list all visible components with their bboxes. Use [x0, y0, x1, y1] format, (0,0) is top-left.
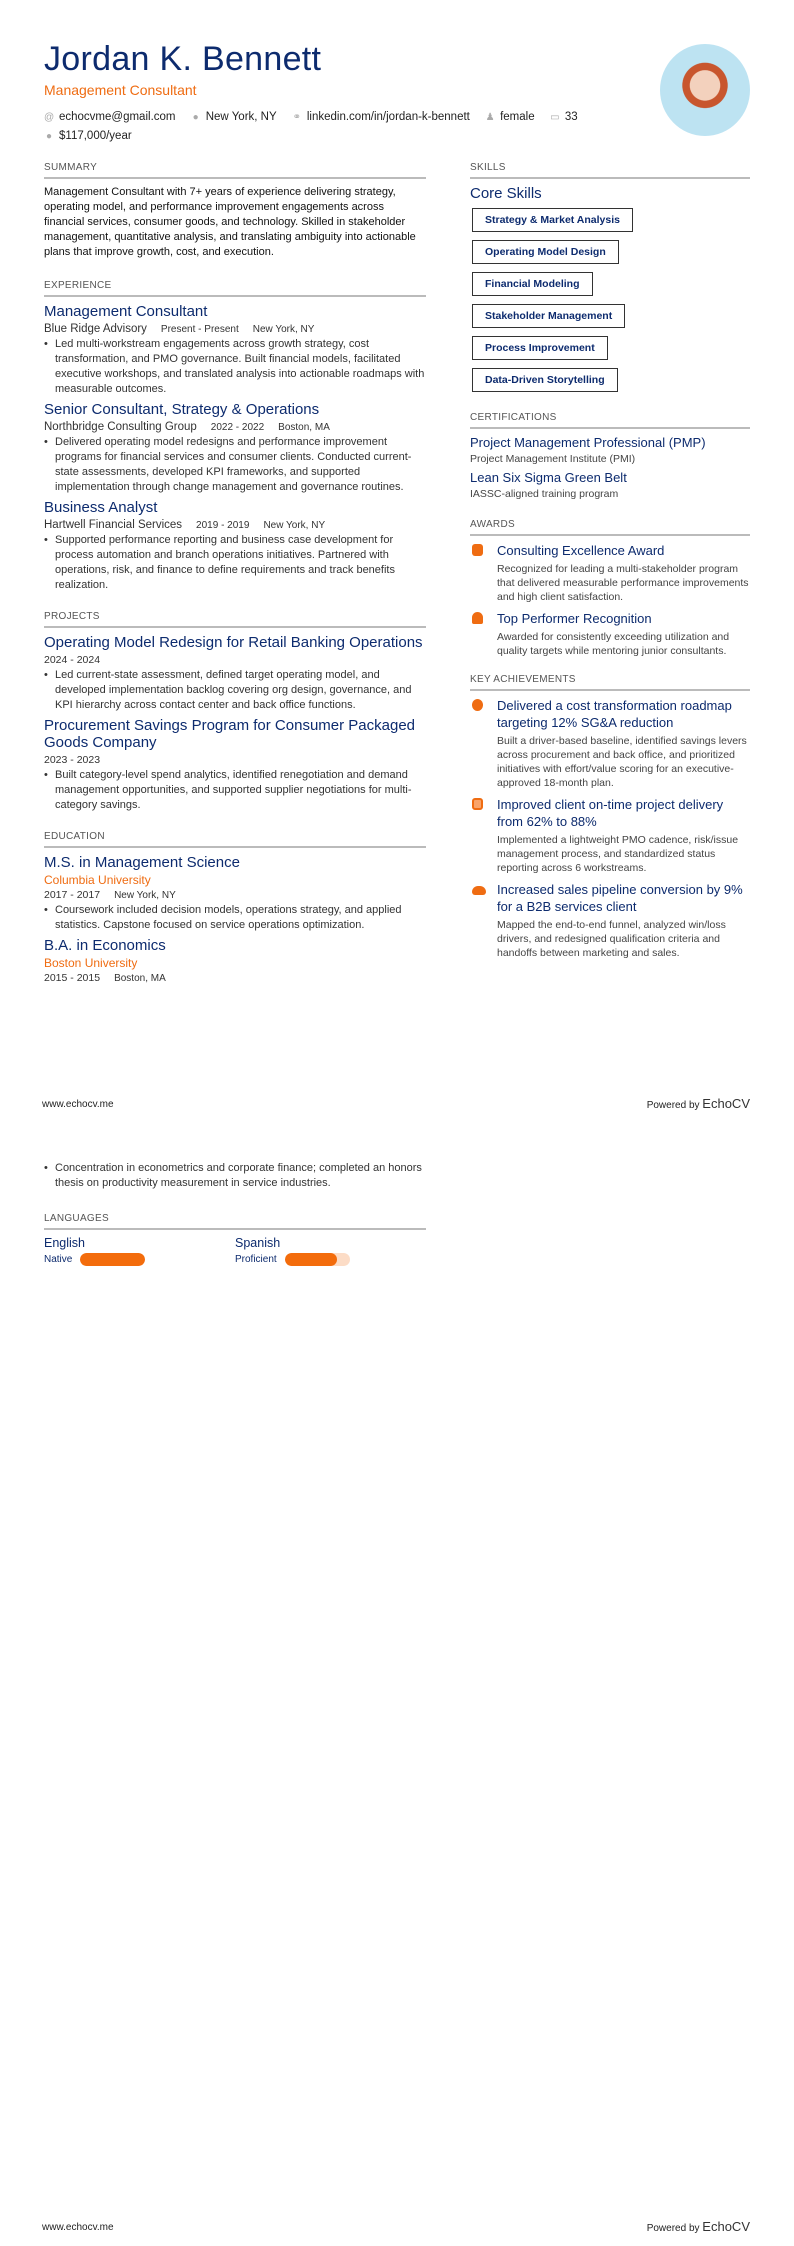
certification-issuer: IASSC-aligned training program — [470, 488, 619, 500]
education-bullet: • Coursework included decision models, operations strategy, and applied statistics. Capstone focused on service operations optimization. — [44, 903, 426, 933]
achievement-item — [470, 881, 750, 960]
section-heading-experience: EXPERIENCE — [44, 280, 426, 297]
award-item — [470, 610, 750, 658]
proficiency-fill — [80, 1253, 145, 1266]
contact-linkedin[interactable]: ⚭ linkedin.com/in/jordan-k-bennett — [292, 108, 470, 127]
proficiency-fill — [285, 1253, 337, 1266]
language-item — [235, 1236, 426, 1266]
resume-page-2 — [0, 1123, 794, 2246]
award-desc: Awarded for consistently exceeding utilization and quality targets while mentoring junior consultants. — [497, 631, 730, 657]
experience-item — [44, 303, 426, 397]
dates: 2015 - 2015 — [44, 972, 101, 984]
cloud-icon — [472, 886, 486, 895]
proficiency-bar — [80, 1253, 145, 1266]
contact-salary: ● $117,000/year — [44, 127, 132, 146]
certification-name: Lean Six Sigma Green Belt — [470, 470, 627, 485]
proficiency-bar — [285, 1253, 350, 1266]
project-item — [44, 717, 426, 813]
language-list — [44, 1236, 426, 1266]
footer-site-link[interactable]: www.echocv.me — [42, 2222, 114, 2233]
dates: 2022 - 2022 — [210, 422, 265, 433]
education-item — [44, 854, 426, 933]
skills-subheading: Core Skills — [470, 185, 542, 202]
contact-age: ▭ 33 — [550, 108, 578, 127]
right-column — [470, 162, 750, 960]
project-item — [44, 634, 426, 713]
at-icon: @ — [44, 112, 55, 123]
award-desc: Recognized for leading a multi-stakeholder program that delivered measurable performance improvements and high client satisfaction. — [497, 563, 749, 603]
language-item — [44, 1236, 235, 1266]
skill-tag: Financial Modeling — [472, 272, 593, 296]
brand-logo: EchoCV — [702, 1096, 750, 1111]
contact-gender: ♟ female — [485, 108, 535, 127]
job-bullet: • Delivered operating model redesigns and performance improvement programs for financial services and consumer clients. Conducted current-state assessments, developed KPI frameworks, and supported implementation through change management and governance routines. — [44, 435, 426, 495]
location: Boston, MA — [114, 973, 166, 984]
location: Boston, MA — [278, 422, 330, 433]
dates: 2017 - 2017 — [44, 889, 101, 901]
footer-powered-by: Powered by EchoCV — [646, 2219, 750, 2234]
project-bullet: • Built category-level spend analytics, identified renegotiation and demand management opportunities, and supported supplier negotiations for multi-category savings. — [44, 768, 426, 813]
candidate-name: Jordan K. Bennett — [44, 40, 322, 78]
achievement-title: Delivered a cost transformation roadmap targeting 12% SG&A reduction — [497, 698, 732, 730]
contact-email[interactable]: @ echocvme@gmail.com — [44, 108, 176, 127]
bell-icon — [472, 612, 483, 624]
award-title: Consulting Excellence Award — [497, 543, 665, 558]
left-column — [44, 162, 426, 986]
education-item — [44, 937, 426, 984]
dates: Present - Present — [160, 324, 239, 335]
award-item — [470, 542, 750, 604]
achievement-title: Increased sales pipeline conversion by 9% for a B2B services client — [497, 882, 743, 914]
dates: 2023 - 2023 — [44, 754, 101, 766]
achievement-item — [470, 697, 750, 790]
job-bullet: • Supported performance reporting and business case development for process automation and branch operations initiatives. Partnered with operations, risk, and finance to define requirements and track benefits realization. — [44, 533, 426, 593]
footer-site-link[interactable]: www.echocv.me — [42, 1099, 114, 1110]
contact-location: ● New York, NY — [191, 108, 277, 127]
section-heading-languages: LANGUAGES — [44, 1213, 426, 1230]
experience-item — [44, 499, 426, 593]
location: New York, NY — [263, 520, 326, 531]
location-pin-icon: ● — [192, 112, 199, 123]
footer-powered-by: Powered by EchoCV — [646, 1096, 750, 1111]
chat-bubble-icon — [472, 699, 483, 711]
skill-tag: Strategy & Market Analysis — [472, 208, 633, 232]
location: New York, NY — [114, 890, 176, 901]
job-title: Senior Consultant, Strategy & Operations — [44, 401, 320, 418]
project-title: Procurement Savings Program for Consumer Packaged Goods Company — [44, 717, 416, 751]
section-heading-education: EDUCATION — [44, 831, 426, 848]
link-icon: ⚭ — [292, 112, 302, 123]
skill-tag: Data-Driven Storytelling — [472, 368, 618, 392]
avatar — [660, 44, 750, 136]
chip-icon — [472, 798, 483, 810]
candidate-title: Management Consultant — [44, 82, 197, 98]
person-icon: ♟ — [485, 112, 495, 123]
language-name: English — [44, 1236, 85, 1250]
skill-tag: Process Improvement — [472, 336, 608, 360]
achievement-title: Improved client on-time project delivery from 62% to 88% — [497, 797, 724, 829]
company: Northbridge Consulting Group — [44, 421, 197, 433]
achievement-item — [470, 796, 750, 875]
education-bullet: • Concentration in econometrics and corporate finance; completed an honors thesis on productivity measurement in service industries. — [44, 1161, 426, 1191]
experience-item — [44, 401, 426, 495]
job-title: Management Consultant — [44, 303, 208, 320]
achievement-desc: Built a driver-based baseline, identified savings levers across procurement and back office, and prioritized initiatives with effort/value scoring for an executive-approved 18-month plan. — [497, 735, 747, 789]
dates: 2019 - 2019 — [196, 520, 250, 531]
skill-tag: Stakeholder Management — [472, 304, 625, 328]
skill-list — [470, 208, 750, 400]
job-bullet: • Led multi-workstream engagements across growth strategy, cost transformation, and PMO governance. Built financial models, facilitated executive workshops, and translated analysis into actionable roadmaps with measurable outcomes. — [44, 337, 426, 397]
certification-name: Project Management Professional (PMP) — [470, 435, 706, 450]
company: Hartwell Financial Services — [44, 519, 183, 531]
school: Boston University — [44, 956, 138, 970]
degree: M.S. in Management Science — [44, 854, 240, 871]
language-name: Spanish — [235, 1236, 281, 1250]
section-heading-summary: SUMMARY — [44, 162, 426, 179]
project-title: Operating Model Redesign for Retail Banking Operations — [44, 634, 423, 651]
dollar-icon: ● — [45, 131, 53, 142]
achievement-desc: Mapped the end-to-end funnel, analyzed win/loss drivers, and redesigned qualification criteria and handoffs between marketing and sales. — [497, 919, 726, 959]
skill-tag: Operating Model Design — [472, 240, 619, 264]
degree: B.A. in Economics — [44, 937, 166, 954]
dates: 2024 - 2024 — [44, 654, 101, 666]
location: New York, NY — [252, 324, 315, 335]
section-heading-awards: AWARDS — [470, 519, 750, 536]
section-heading-projects: PROJECTS — [44, 611, 426, 628]
job-title: Business Analyst — [44, 499, 158, 516]
school: Columbia University — [44, 873, 151, 887]
language-level: Native — [44, 1254, 73, 1265]
award-title: Top Performer Recognition — [497, 611, 652, 626]
document-icon — [472, 544, 483, 556]
contact-info — [44, 108, 624, 146]
section-heading-achievements: KEY ACHIEVEMENTS — [470, 674, 750, 691]
certification-issuer: Project Management Institute (PMI) — [470, 453, 636, 465]
calendar-icon: ▭ — [550, 112, 560, 123]
summary-text: Management Consultant with 7+ years of experience delivering strategy, operating model, and performance improvement engagements across financial services, consumer goods, and technology. Skilled in stakeholder management, quantitative analysis, and translating ambiguity into actionable plans that improve growth, cost, and execution. — [44, 186, 416, 258]
page-2-content — [44, 1161, 426, 1266]
section-heading-certifications: CERTIFICATIONS — [470, 412, 750, 429]
brand-logo: EchoCV — [702, 2219, 750, 2234]
project-bullet: • Led current-state assessment, defined target operating model, and developed implementation backlog covering org design, governance, and KPI hierarchy across contact center and back office functions. — [44, 668, 426, 713]
section-heading-skills: SKILLS — [470, 162, 750, 179]
language-level: Proficient — [235, 1254, 277, 1265]
achievement-desc: Implemented a lightweight PMO cadence, risk/issue management process, and standardized status reporting across 6 workstreams. — [497, 834, 739, 874]
company: Blue Ridge Advisory — [44, 323, 147, 335]
